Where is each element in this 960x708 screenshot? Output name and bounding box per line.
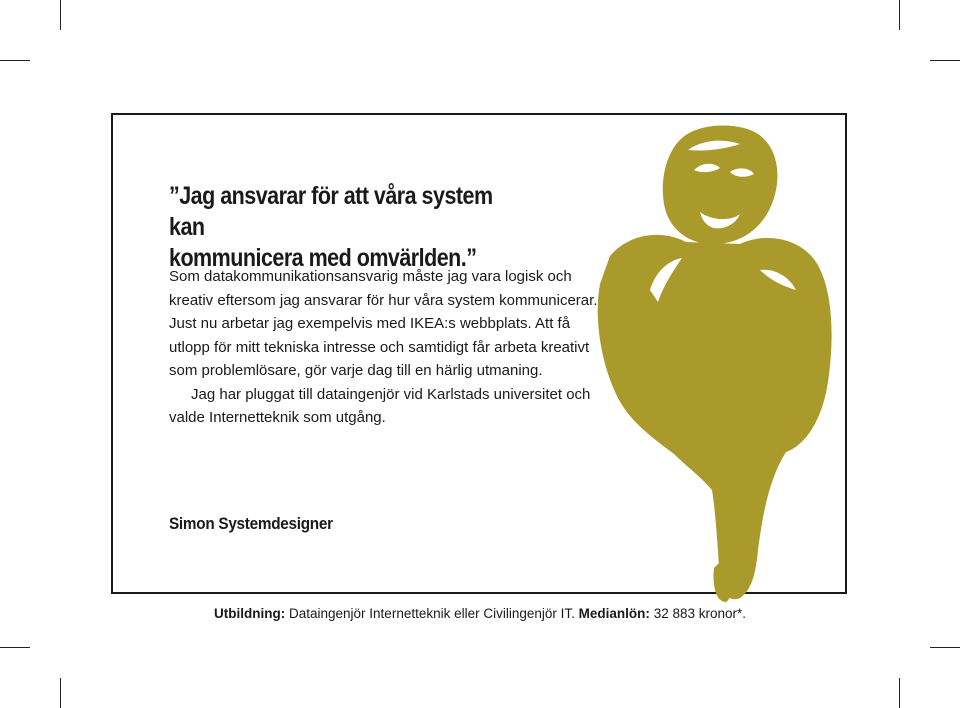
- salary-label: Medianlön:: [578, 606, 650, 621]
- portrait-illustration: [590, 120, 850, 602]
- headline-quote: [169, 181, 530, 274]
- crop-mark-bottom-right-h: [930, 647, 960, 648]
- education-label: Utbildning:: [214, 606, 286, 621]
- headline-line-1: ”Jag ansvarar för att våra system kan: [169, 182, 493, 241]
- crop-mark-top-left-h: [0, 60, 30, 61]
- signature: Simon Systemdesigner: [169, 514, 333, 533]
- crop-mark-top-right-h: [930, 60, 960, 61]
- body-paragraph-2: Jag har pluggat till dataingenjör vid Karlstads universitet och valde Internetteknik som utgång.: [169, 385, 591, 426]
- body-paragraph-1: Som datakommunikationsansvarig måste jag vara logisk och kreativ eftersom jag ansvarar för hur våra system kommunicerar. Just nu arbetar jag exempelvis med IKEA:s webbplats. Att få utlopp för mitt tekniska intresse och samtidigt får arbeta kreativt som problemlösare, gör varje dag till en härlig utmaning.: [169, 268, 598, 379]
- footer-info: [0, 606, 960, 621]
- crop-mark-top-left-v: [60, 0, 61, 30]
- crop-mark-bottom-left-v: [60, 678, 61, 708]
- body-text: [169, 265, 599, 430]
- portrait-silhouette: [598, 125, 832, 602]
- crop-mark-bottom-left-h: [0, 647, 30, 648]
- education-value: Dataingenjör Internetteknik eller Civilingenjör IT.: [289, 606, 575, 621]
- salary-value: 32 883 kronor*.: [653, 606, 746, 621]
- crop-mark-top-right-v: [899, 0, 900, 30]
- crop-mark-bottom-right-v: [899, 678, 900, 708]
- headline-line-2: kommunicera med omvärlden.”: [169, 244, 477, 272]
